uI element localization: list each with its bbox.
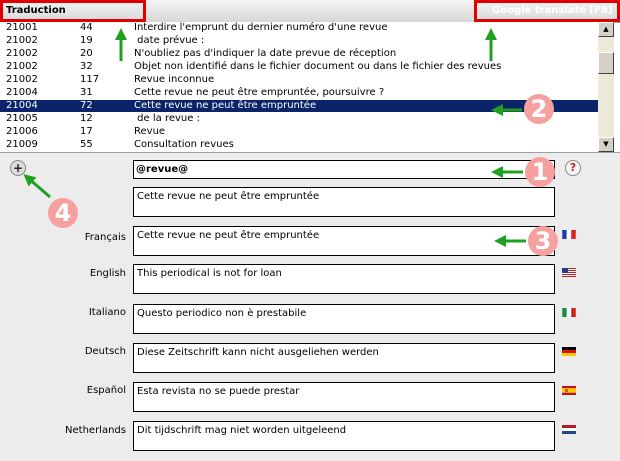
lang-label-fr: Français [84, 232, 126, 243]
scroll-up-icon[interactable]: ▲ [598, 22, 614, 37]
translation-field-fr[interactable]: Cette revue ne peut être empruntée [133, 226, 555, 256]
list-row[interactable]: 21009 55 Consultation revues [6, 139, 234, 150]
source-text-field[interactable]: Cette revue ne peut être empruntée [133, 187, 555, 217]
list-row[interactable]: 21002 20 N'oubliez pas d'indiquer la date prevue de réception [6, 48, 397, 59]
lang-label-it: Italiano [88, 307, 126, 318]
translation-field-de[interactable]: Diese Zeitschrift kann nicht ausgeliehen werden [133, 343, 555, 373]
list-row[interactable]: 21002 32 Objet non identifié dans le fichier document ou dans le fichier des revues [6, 61, 502, 72]
callout-badge-2: 2 [524, 94, 554, 124]
list-row[interactable]: 21004 31 Cette revue ne peut être empruntée, poursuivre ? [6, 87, 385, 98]
callout-badge-3: 3 [528, 226, 558, 256]
help-button[interactable]: ? [565, 160, 581, 176]
google-translate-button[interactable]: Google translate [F8] [492, 5, 613, 16]
scroll-down-icon[interactable]: ▼ [598, 137, 614, 152]
lang-label-en: English [89, 268, 126, 279]
list-row[interactable]: 21006 17 Revue [6, 126, 166, 137]
lang-label-es: Español [86, 385, 126, 396]
callout-badge-1: 1 [525, 157, 555, 187]
translation-field-nl[interactable]: Dit tijdschrift mag niet worden uitgeleend [133, 421, 555, 451]
list-row[interactable]: 21002 117 Revue inconnue [6, 74, 215, 85]
translation-field-en[interactable]: This periodical is not for loan [133, 264, 555, 294]
add-button[interactable]: + [10, 160, 26, 176]
translation-field-es[interactable]: Esta revista no se puede prestar [133, 382, 555, 412]
lang-label-nl: Netherlands [65, 425, 126, 436]
window-title: Traduction [6, 5, 66, 16]
list-row-selected[interactable]: 21004 72 Cette revue ne peut être empruntée [0, 100, 598, 112]
lang-label-de: Deutsch [84, 346, 126, 357]
key-input[interactable]: @revue@ [133, 160, 555, 179]
translation-field-it[interactable]: Questo periodico non è prestabile [133, 304, 555, 334]
callout-badge-4: 4 [48, 198, 78, 228]
list-row[interactable]: 21005 12 de la revue : [6, 113, 200, 124]
list-row[interactable]: 21001 44 Interdire l'emprunt du dernier numéro d'une revue [6, 22, 388, 33]
list-row[interactable]: 21002 19 date prévue : [6, 35, 205, 46]
arrow-callout-4 [28, 178, 50, 197]
